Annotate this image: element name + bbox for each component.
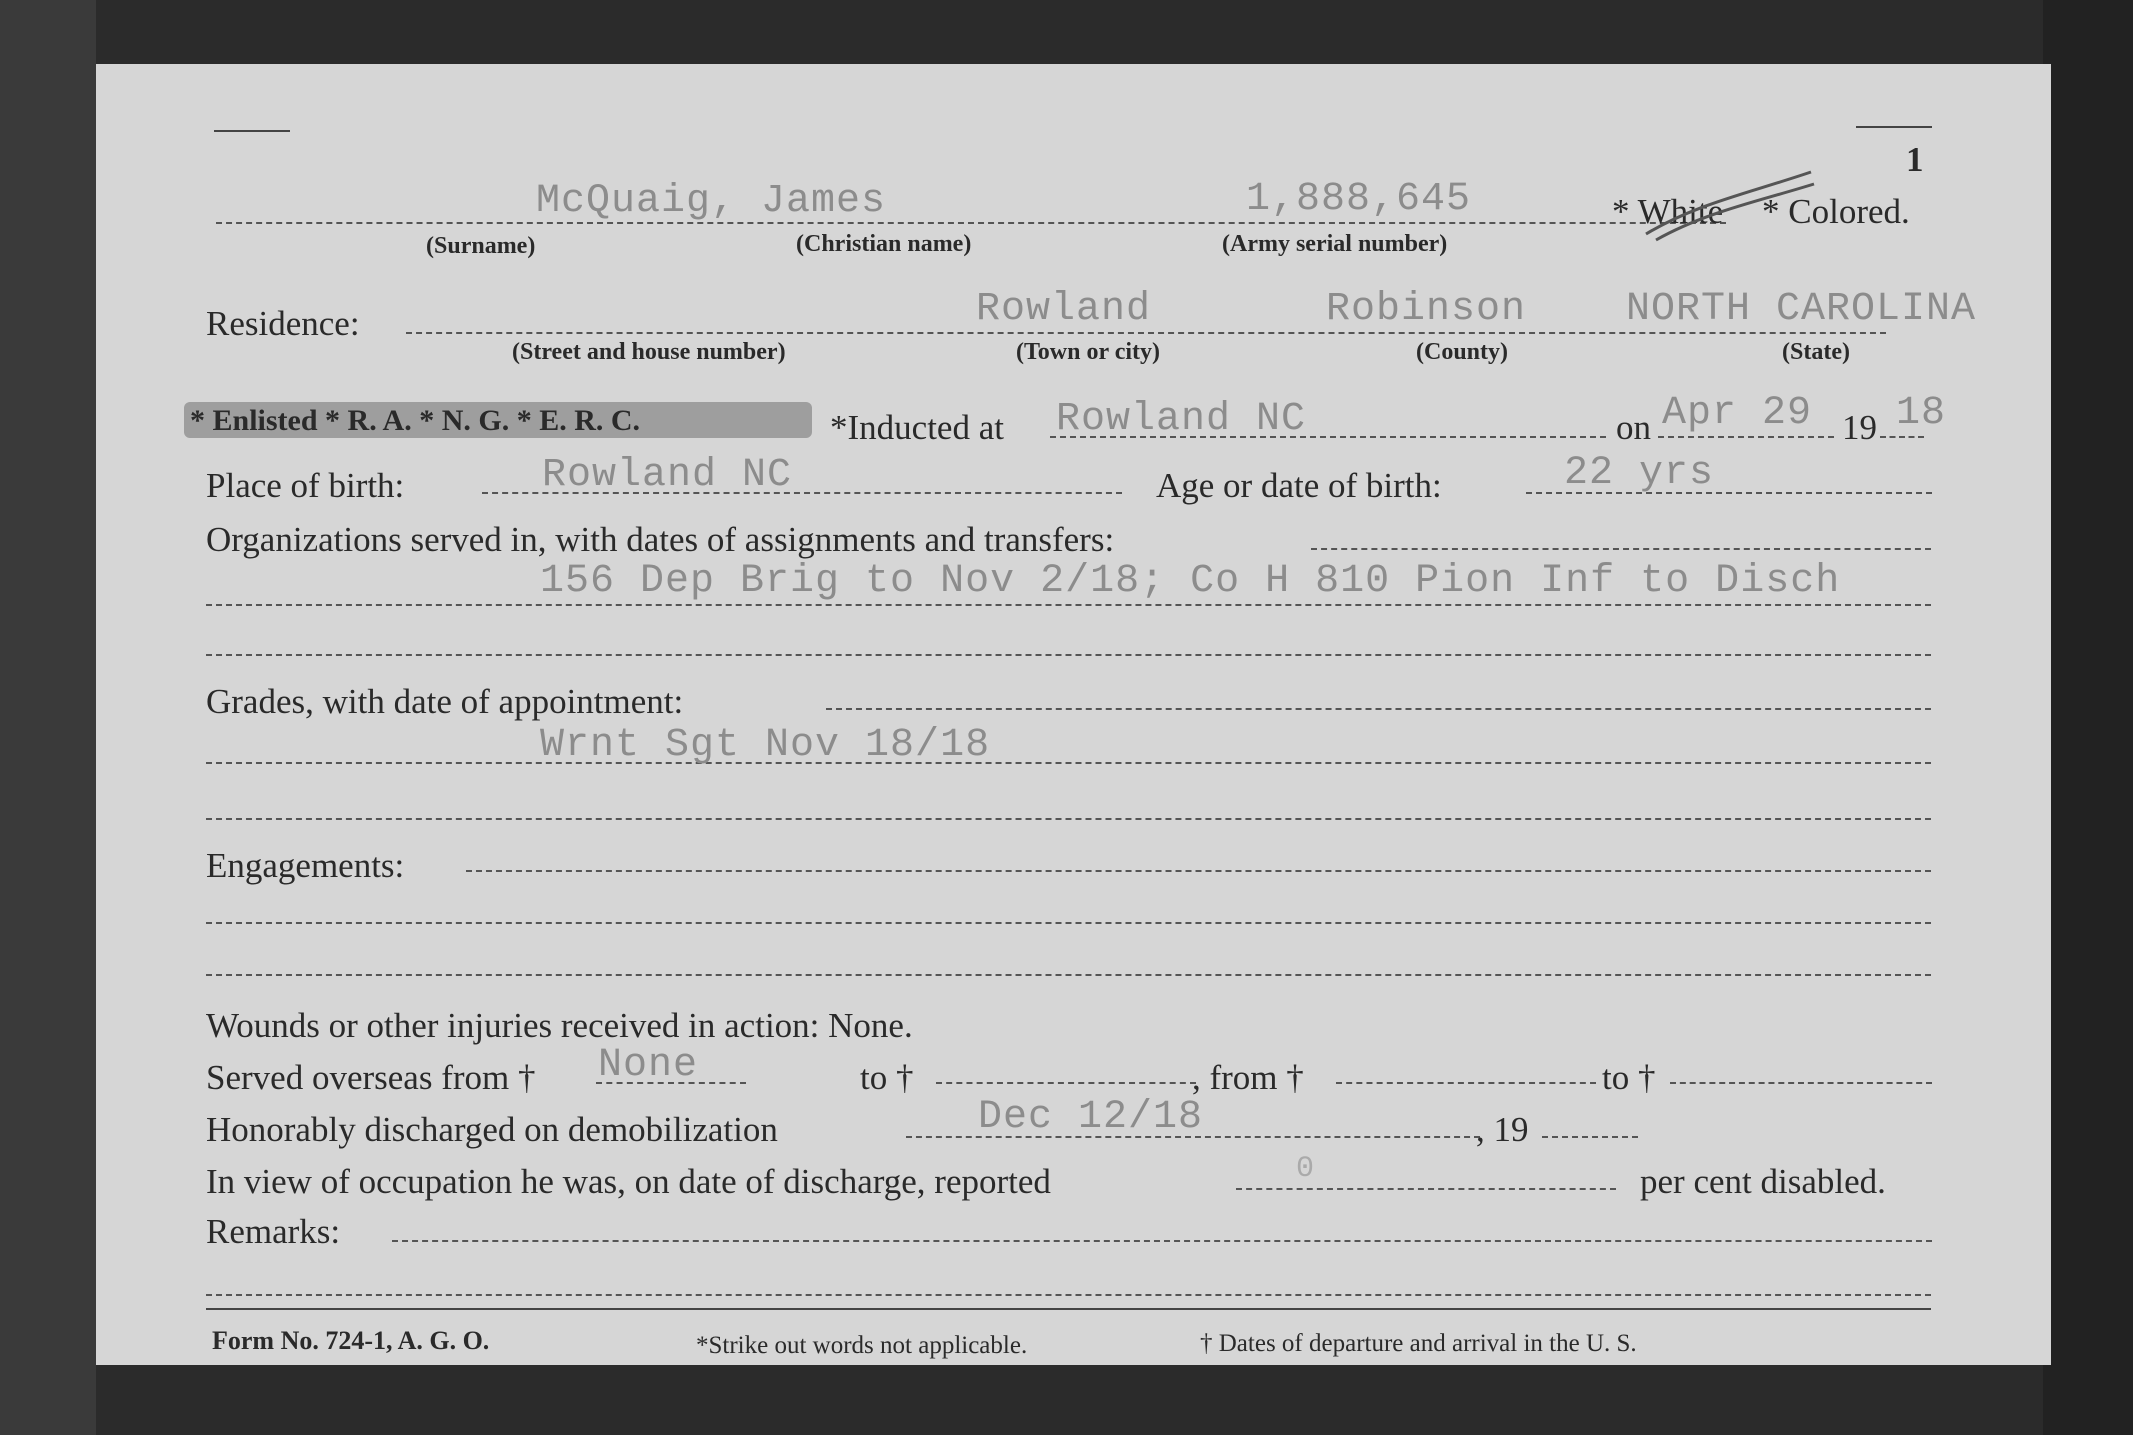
surname-label: (Surname)	[426, 233, 536, 259]
remarks-line-2	[206, 1294, 1931, 1296]
service-record-card	[96, 64, 2051, 1365]
name-line	[216, 222, 1726, 224]
remarks-line-1	[392, 1240, 1932, 1242]
overseas-to-line	[936, 1082, 1196, 1084]
county-label: (County)	[1416, 339, 1509, 365]
race-colored-option: * Colored.	[1762, 192, 1910, 231]
grades-line-3	[206, 818, 1931, 820]
top-left-rule	[214, 130, 290, 132]
induction-year: 18	[1896, 391, 1947, 436]
scan-edge-right	[2043, 0, 2133, 1435]
overseas-to-label: to †	[860, 1058, 914, 1097]
christian-name-label: (Christian name)	[796, 231, 972, 257]
grades-line-2	[206, 762, 1931, 764]
engagements-line-1	[466, 870, 1931, 872]
inducted-label: *Inducted at	[830, 408, 1004, 447]
engagements-label: Engagements:	[206, 846, 405, 885]
disability-label: In view of occupation he was, on date of discharge, reported	[206, 1162, 1051, 1201]
top-right-rule	[1856, 126, 1932, 128]
year-prefix: 19	[1842, 408, 1877, 447]
organizations-line-2	[206, 604, 1931, 606]
strike-note: *Strike out words not applicable.	[696, 1332, 1028, 1359]
organizations-line-3	[206, 654, 1931, 656]
dagger-note: † Dates of departure and arrival in the U. S.	[1200, 1330, 1637, 1357]
age-label: Age or date of birth:	[1156, 466, 1442, 505]
date-line	[1658, 436, 1834, 438]
birthplace-value: Rowland NC	[542, 453, 793, 498]
grades-line-1	[826, 708, 1931, 710]
grades-label: Grades, with date of appointment:	[206, 682, 684, 721]
race-white-option: * White	[1612, 192, 1724, 231]
overseas-to2-line	[1670, 1082, 1932, 1084]
discharge-year-line	[1542, 1136, 1638, 1138]
discharge-year-label: , 19	[1476, 1110, 1529, 1149]
serial-label: (Army serial number)	[1222, 231, 1448, 257]
overseas-to2-label: to †	[1602, 1058, 1656, 1097]
overseas-from2-label: , from †	[1192, 1058, 1304, 1097]
serial-value: 1,888,645	[1246, 177, 1472, 222]
organizations-value: 156 Dep Brig to Nov 2/18; Co H 810 Pion Inf to Disch	[540, 559, 1841, 604]
disability-suffix: per cent disabled.	[1640, 1162, 1886, 1201]
footer-rule	[206, 1308, 1931, 1310]
card-number: 1	[1906, 140, 1924, 179]
overseas-from2-line	[1336, 1082, 1596, 1084]
overseas-value: None	[598, 1043, 699, 1088]
birthplace-label: Place of birth:	[206, 466, 405, 505]
year-line	[1880, 436, 1924, 438]
organizations-line-1	[1311, 548, 1931, 550]
overseas-label: Served overseas from †	[206, 1058, 536, 1097]
disability-line	[1236, 1188, 1616, 1190]
discharge-label: Honorably discharged on demobilization	[206, 1110, 778, 1149]
engagements-line-2	[206, 922, 1931, 924]
on-label: on	[1616, 408, 1651, 447]
residence-label: Residence:	[206, 304, 360, 343]
white-strikeout-mark	[1636, 164, 1816, 244]
disability-value: 0	[1296, 1152, 1316, 1186]
grades-value: Wrnt Sgt Nov 18/18	[540, 723, 991, 768]
discharge-date: Dec 12/18	[978, 1095, 1204, 1140]
street-label: (Street and house number)	[512, 339, 786, 365]
organizations-label: Organizations served in, with dates of assignments and transfers:	[206, 520, 1115, 559]
residence-line	[406, 332, 1886, 334]
residence-state: NORTH CAROLINA	[1626, 287, 1977, 332]
age-value: 22 yrs	[1564, 451, 1715, 496]
form-number: Form No. 724-1, A. G. O.	[212, 1326, 490, 1355]
residence-county: Robinson	[1326, 287, 1527, 332]
name-value: McQuaig, James	[536, 179, 887, 224]
scan-edge-left	[0, 0, 96, 1435]
remarks-label: Remarks:	[206, 1212, 341, 1251]
residence-town: Rowland	[976, 287, 1152, 332]
wounds-label: Wounds or other injuries received in action: None.	[206, 1006, 913, 1045]
state-label: (State)	[1782, 339, 1850, 365]
engagements-line-3	[206, 974, 1931, 976]
town-label: (Town or city)	[1016, 339, 1160, 365]
induction-date: Apr 29	[1662, 391, 1813, 436]
inducted-place: Rowland NC	[1056, 397, 1307, 442]
enlisted-options: * Enlisted * R. A. * N. G. * E. R. C.	[190, 404, 641, 437]
